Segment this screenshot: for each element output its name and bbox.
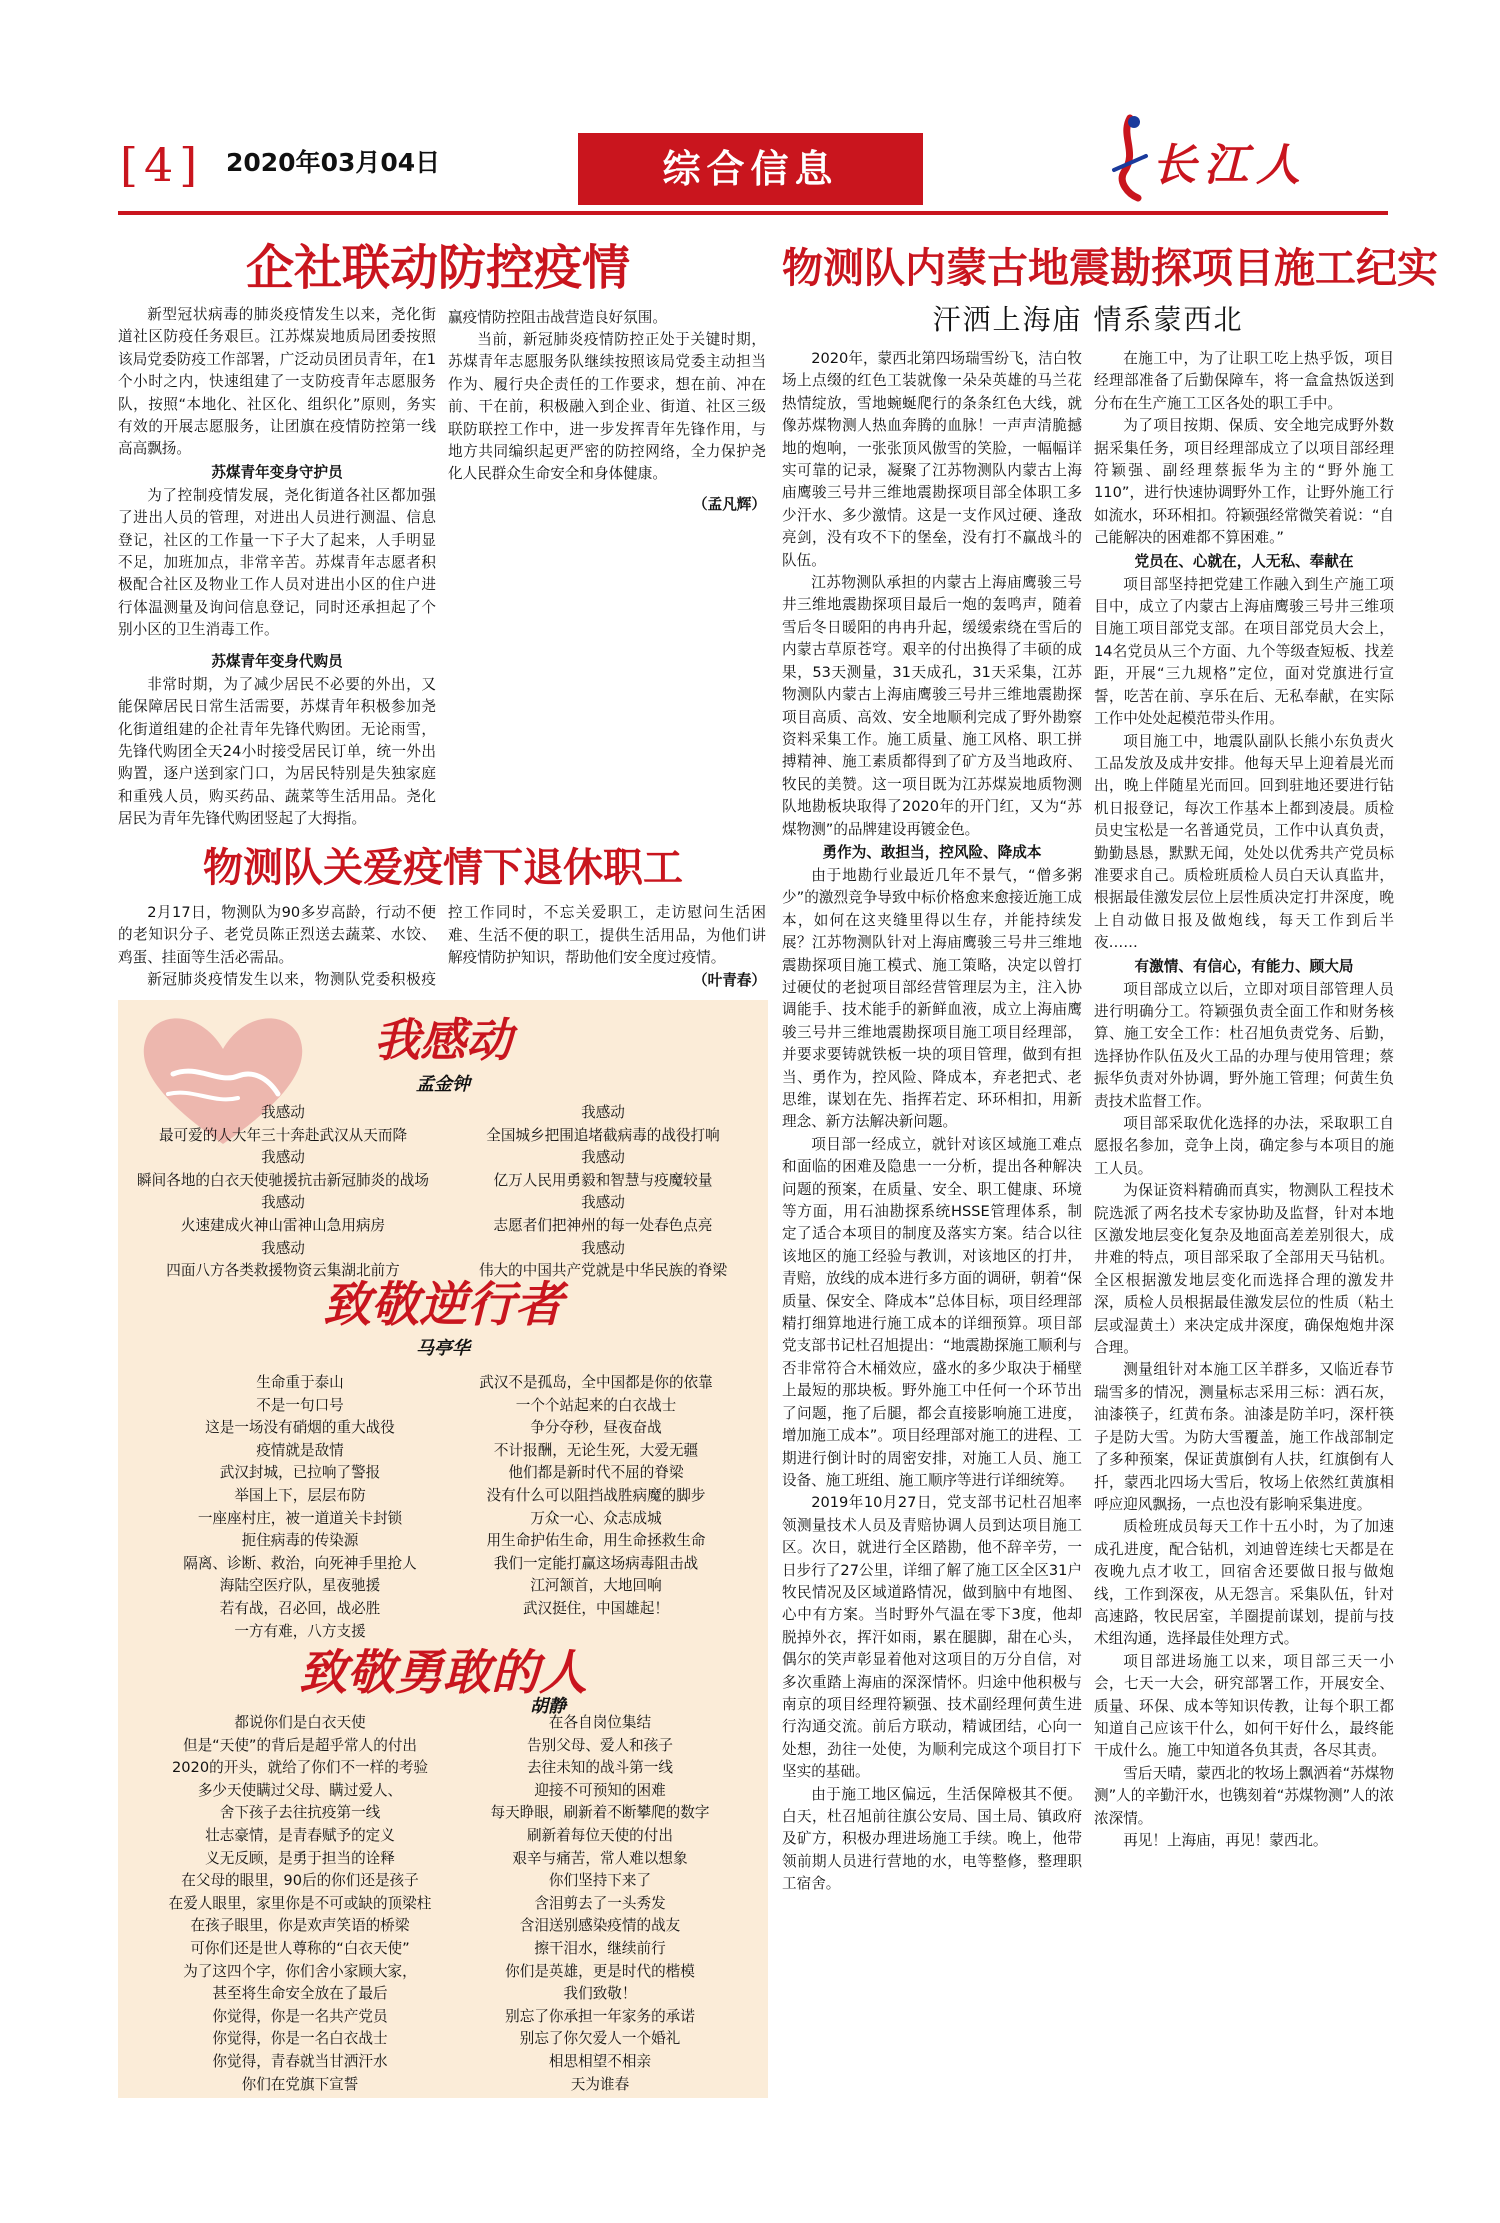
poem-line: 万众一心、众志成城 (530, 1509, 662, 1527)
poem-line: 别忘了你欠爱人一个婚礼 (519, 2030, 681, 2048)
poem-line: 四面八方各类救援物资云集湖北前方 (166, 1262, 400, 1280)
poem-line: 生命重于泰山 (256, 1374, 344, 1391)
poem-line: 一方有难，八方支援 (234, 1622, 366, 1640)
poem-line: 瞬间各地的白衣天使驰援抗击新冠肺炎的战场 (137, 1171, 429, 1189)
paragraph: 新型冠状病毒的肺炎疫情发生以来，尧化街道社区防疫任务艰巨。江苏煤炭地质局团委按照该局党委防疫工作部署，广泛动员团员青年，在1个小时之内，快速组建了一支防疫青年志愿服务队，按照“本地化、社区化、组织化”原则，务实有效的开展志愿服务，让团旗在疫情防控第一线高高飘扬。 (118, 306, 436, 458)
poem-line: 全国城乡把围追堵截病毒的战役打响 (486, 1126, 720, 1144)
article-column (118, 902, 436, 992)
page-number-value: 4 (143, 138, 174, 192)
poem-title: 致敬逆行者 (322, 1277, 563, 1333)
article-title: 物测队内蒙古地震勘探项目施工纪实 (782, 244, 1438, 292)
poem-line: 一座座村庄，被一道道关卡封锁 (197, 1509, 403, 1527)
paragraph: 由于施工地区偏远，生活保障极其不便。白天，杜召旭前往旗公安局、国土局、镇政府及矿方，积极办理进场施工手续。晚上，他带领前期人员进行营地的水，电等整修，整理职工宿舍。 (782, 1785, 1082, 1893)
poem-line: 在孩子眼里，你是欢声笑语的桥梁 (190, 1917, 410, 1935)
poem-line: 迎接不可预知的困难 (534, 1781, 666, 1799)
poem-line: 多少天使瞒过父母、瞒过爱人、 (197, 1781, 403, 1799)
poem-line: 我们一定能打赢这场病毒阻击战 (493, 1554, 699, 1572)
poem-line: 我感动 (581, 1104, 625, 1121)
poem-line: 在爱人眼里，家里你是不可或缺的顶梁柱 (168, 1894, 432, 1912)
paragraph: 质检班成员每天工作十五小时，为了加速成孔进度，配合钻机，刘迪曾连续七天都是在夜晚九点才收工，回宿舍还要做日报与做炮线，工作到深夜，从无怨言。采集队伍，针对高速路，牧民居室，羊圈提前谋划，提前与技术组沟通，选择最佳处理方式。 (1094, 1518, 1394, 1648)
poem-line: 武汉不是孤岛，全中国都是你的依靠 (479, 1374, 713, 1391)
subheading: 苏煤青年变身代购员 (211, 652, 343, 670)
poem-line: 若有战，召必回，战必胜 (219, 1599, 381, 1617)
article-column (782, 348, 1082, 2098)
poem-body (128, 1102, 758, 1283)
poem-line: 你觉得，青春就当甘洒汗水 (212, 2052, 388, 2070)
poem-line: 在父母的眼里，90后的你们还是孩子 (181, 1872, 419, 1890)
paragraph: 非常时期，为了减少居民不必要的外出，又能保障居民日常生活需要，苏煤青年积极参加尧化街道组建的企社青年先锋代购团。无论雨雪，先锋代购团全天24小时接受居民订单，统一外出购置，逐户送到家门口，为居民特别是失独家庭和重残人员，购买药品、蔬菜等生活用品。尧化居民为青年先锋代购团竖起了大拇指。 (118, 675, 436, 828)
poem-column-left (150, 1372, 450, 1643)
poem-line: 扼住病毒的传染源 (241, 1532, 359, 1550)
poem-line: 我感动 (581, 1194, 625, 1212)
poem-line: 隔离、诊断、救治，向死神手里抢人 (183, 1554, 417, 1572)
poem-line: 我感动 (581, 1239, 625, 1257)
paragraph: 为了控制疫情发展，尧化街道各社区都加强了进出人员的管理，对进出人员进行测温、信息登记，社区的工作量一下子大了起来，人手明显不足，加班加点，非常辛苦。苏煤青年志愿者积极配合社区及物业工作人员对进出小区的住户进行体温测量及询问信息登记，同时还承担起了个别小区的卫生消毒工作。 (118, 486, 436, 639)
byline: （叶青春） (693, 971, 766, 989)
poem-line: 武汉封城，已拉响了警报 (219, 1464, 381, 1482)
poem-author: 马亭华 (416, 1338, 470, 1359)
paragraph: 2019年10月27日，党支部书记杜召旭率领测量技术人员及青赔协调人员到达项目施工区。次日，就进行全区踏勘，他不辞辛劳，一日步行了27公里，详细了解了施工区全区31户牧民情况及区域道路情况，做到脑中有地图、心中有方案。当时野外气温在零下3度，他却脱掉外衣，挥汗如雨，累在腿脚，甜在心头，偶尔的笑声彰显着他对这项目的万分自信，对多次重踏上海庙的深深情怀。归途中他积极与南京的项目经理符颖强、技术副经理何黄生进行沟通交流。前后方联动，精诚团结，心向一处想，劲往一处使，为顺利完成这个项目打下坚实的基础。 (782, 1494, 1082, 1781)
poem-line: 伟大的中国共产党就是中华民族的脊梁 (478, 1262, 728, 1280)
poem-line: 疫情就是敌情 (256, 1441, 344, 1459)
poem-line: 这是一场没有硝烟的重大战役 (205, 1419, 395, 1437)
poem-line: 亿万人民用勇毅和智慧与疫魔较量 (493, 1171, 713, 1189)
poem-title: 我感动 (374, 1013, 512, 1067)
poem-line: 你觉得，你是一名共产党员 (212, 2007, 388, 2025)
poem-line: 刷新着每位天使的付出 (527, 1826, 673, 1844)
poem-column-right (450, 1712, 750, 2096)
poem-line: 你们在党旗下宣誓 (241, 2075, 359, 2093)
poem-line: 你们坚持下来了 (548, 1872, 652, 1890)
subheading: 苏煤青年变身守护员 (211, 463, 343, 481)
poem-line: 含泪剪去了一头秀发 (534, 1894, 666, 1912)
poem-line: 用生命护佑生命，用生命拯救生命 (486, 1532, 706, 1550)
paragraph: 当前，新冠肺炎疫情防控正处于关键时期，苏煤青年志愿服务队继续按照该局党委主动担当作为、履行央企责任的工作要求，想在前、冲在前、干在前，积极融入到企业、街道、社区三级联防联控工作中，进一步发挥青年先锋作用，与地方共同编织起更严密的防控网络，全力保护尧化人民群众生命安全和身体健康。 (448, 330, 766, 483)
paragraph: 项目部坚持把党建工作融入到生产施工项目中，成立了内蒙古上海庙鹰骏三号井三维项目施工项目部党支部。在项目部党员大会上，14名党员从三个方面、九个等级查短板、找差距，开展“三九规格”定位，面对党旗进行宣誓，吃苦在前、享乐在后、无私奉献，在实际工作中处处起模范带头作用。 (1094, 575, 1394, 728)
poem-line: 每天睁眼，刷新着不断攀爬的数字 (490, 1804, 710, 1822)
page-number: [ 4 ] (120, 138, 198, 192)
poem-line: 争分夺秒，昼夜奋战 (530, 1419, 662, 1437)
poem-line: 甚至将生命安全放在了最后 (212, 1985, 388, 2003)
poem-line: 武汉挺住，中国雄起！ (523, 1599, 669, 1617)
poem-title: 致敬勇敢的人 (298, 1645, 587, 1701)
poem-line: 我感动 (261, 1239, 305, 1257)
paragraph: 测量组针对本施工区羊群多，又临近春节瑞雪多的情况，测量标志采用三标：洒石灰，油漆筷子，红黄布条。油漆是防羊叼，深杆筷子是防大雪。为防大雪覆盖，施工作战部制定了多种预案，保证黄旗倒有人扶，红旗倒有人扦，蒙西北四场大雪后，牧场上依然红黄旗相呼应迎风飘扬，一点也没有影响采集进度。 (1094, 1361, 1394, 1513)
poem-line: 都说你们是白衣天使 (234, 1714, 366, 1731)
paragraph: 项目部进场施工以来，项目部三天一小会，七天一大会，研究部署工作，开展安全、质量、环保、成本等知识传教，让每个职工都知道自己应该干什么，如何干好什么，最终能干成什么。施工中知道各负其责，各尽其责。 (1094, 1652, 1394, 1760)
poem-line: 天为谁春 (570, 2075, 630, 2093)
poem-line: 我感动 (581, 1149, 625, 1167)
poem-line: 没有什么可以阻挡战胜病魔的脚步 (486, 1486, 706, 1504)
brand-name: 长江人 (1152, 140, 1308, 191)
poem-line: 艰辛与痛苦，常人难以想象 (512, 1849, 688, 1867)
poem-line: 告别父母、爱人和孩子 (527, 1736, 673, 1754)
article-subtitle: 汗洒上海庙 情系蒙西北 (932, 303, 1244, 336)
poem-line: 江河颔首，大地回响 (530, 1577, 662, 1595)
article-column (118, 304, 436, 834)
paragraph: 项目部成立以后，立即对项目部管理人员进行明确分工。符颖强负责全面工作和财务核算、施工安全工作：杜召旭负责党务、后勤，选择协作队伍及火工品的办理与使用管理；蔡振华负责对外协调，野外施工管理；何黄生负责技术监督工作。 (1094, 980, 1394, 1110)
poem-line: 舍下孩子去往抗疫第一线 (219, 1804, 381, 1822)
poem-line: 去往未知的战斗第一线 (527, 1759, 673, 1777)
poem-line: 我感动 (261, 1104, 305, 1121)
byline: （孟凡辉） (693, 495, 766, 513)
paragraph: 2020年，蒙西北第四场瑞雪纷飞，洁白牧场上点缀的红色工装就像一朵朵英雄的马兰花热情绽放，雪地蜿蜒爬行的条条红色大线，就像苏煤物测人热血奔腾的血脉！一声声清脆撼地的炮响，一张张顶风傲雪的笑脸，一幅幅详实可靠的记录，凝聚了江苏物测队内蒙古上海庙鹰骏三号井三维地震勘探项目部全体职工多少汗水、多少激情。这是一支作风过硬、逢敌亮剑，没有攻不下的堡垒，没有打不赢战斗的队伍。 (782, 350, 1082, 569)
subheading: 有激情、有信心，有能力、顾大局 (1134, 957, 1354, 975)
paragraph: 项目部采取优化选择的办法，采取职工自愿报名参加，竞争上岗，确定参与本项目的施工人员。 (1094, 1115, 1394, 1177)
poem-line: 举国上下，层层布防 (234, 1486, 366, 1504)
paragraph: 雪后天晴，蒙西北的牧场上飘洒着“苏煤物测”人的辛勤汗水，也镌刻着“苏煤物测”人的浓浓深情。 (1094, 1764, 1394, 1827)
poem-line: 2020的开头，就给了你们不一样的考验 (171, 1759, 429, 1777)
poem-line: 我们致敬！ (563, 1985, 637, 2003)
poem-line: 义无反顾，是勇于担当的诠释 (205, 1849, 395, 1867)
article-column (448, 902, 766, 994)
poem-line: 你们是英雄，更是时代的楷模 (505, 1962, 695, 1980)
article-title: 企社联动防控疫情 (245, 240, 630, 296)
poem-column-right (446, 1372, 746, 1621)
poem-line: 我感动 (261, 1149, 305, 1167)
paragraph: 赢疫情防控阻击战营造良好氛围。 (448, 308, 667, 326)
poem-line: 你觉得，你是一名白衣战士 (212, 2030, 388, 2048)
poem-line: 不是一句口号 (256, 1396, 344, 1414)
paragraph: 2月17日，物测队为90多岁高龄，行动不便的老知识分子、老党员陈正烈送去蔬菜、水饺、鸡蛋、挂面等生活必需品。 (118, 904, 436, 966)
poem-author: 胡静 (530, 1696, 566, 1717)
section-title: 综合信息 (662, 147, 839, 191)
poem-line: 但是“天使”的背后是超乎常人的付出 (182, 1736, 418, 1754)
poem-line: 别忘了你承担一年家务的承诺 (505, 2007, 695, 2025)
paragraph: 项目施工中，地震队副队长熊小东负责火工品发放及成井安排。他每天早上迎着晨光而出，晚上伴随星光而回。回到驻地还要进行钻机日报登记，每次工作基本上都到凌晨。质检员史宝松是一名普通党员，工作中认真负责，勤勤恳恳，默默无闻，处处以优秀共产党员标准要求自己。质检班质检人员白天认真监井，根据最佳激发层位上层性质决定打井深度，晚上自动做日报及做炮线，每天工作到后半夜…… (1094, 732, 1394, 952)
paragraph: 江苏物测队承担的内蒙古上海庙鹰骏三号井三维地震勘探项目最后一炮的轰鸣声，随着雪后冬日暖阳的冉冉升起，缓缓索绕在雪后的内蒙古草原苍穹。艰辛的付出换得了丰硕的成果，53天测量，31天成孔，31天采集，江苏物测队内蒙古上海庙鹰骏三号井三维地震勘探项目高质、高效、安全地顺利完成了野外勘察资料采集工作。施工质量、施工风格、职工拼搏精神、施工素质都得到了矿方及当地政府、牧民的美赞。这一项目既为江苏煤炭地质物测队地勘板块取得了2020年的开门红，又为“苏煤物测”的品牌建设再镀金色。 (782, 574, 1082, 838)
poem-line: 志愿者们把神州的每一处春色点亮 (493, 1216, 713, 1234)
paragraph: 新冠肺炎疫情发生以来，物测队党委积极疫 (147, 971, 436, 989)
paragraph: 在施工中，为了让职工吃上热乎饭，项目经理部准备了后勤保障车，将一盒盒热饭送到分布在生产施工工区各处的职工手中。 (1094, 350, 1394, 412)
poem-line: 相思相望不相亲 (548, 2052, 652, 2070)
poem-author: 孟金钟 (416, 1074, 470, 1095)
poem-line: 一个个站起来的白衣战士 (515, 1396, 677, 1414)
subheading: 党员在、心就在，人无私、奉献在 (1134, 552, 1354, 570)
poem-column-left (130, 1712, 470, 2096)
poem-line: 在各自岗位集结 (548, 1714, 652, 1731)
paragraph: 再见！上海庙，再见！蒙西北。 (1123, 1832, 1328, 1849)
poem-line: 可你们还是世人尊称的“白衣天使” (190, 1939, 410, 1957)
header-rule (118, 211, 1388, 215)
paragraph: 由于地勘行业最近几年不景气，“僧多粥少”的激烈竞争导致中标价格愈来愈接近施工成本，如何在这夹缝里得以生存，并能持续发展？江苏物测队针对上海庙鹰骏三号井三维地震勘探项目施工模式、施工策略，决定以曾打过硬仗的老挝项目部经营管理层为主，注入协调能手、技术能手的新鲜血液，成立上海庙鹰骏三号井三维地震勘探项目施工项目经理部，并要求要铸就铁板一块的项目管理，做到有担当、勇作为，控风险、降成本，弃老把式、老思维，谋划在先、指挥若定、环环相扣，用新理念、新方法解决新问题。 (782, 866, 1082, 1131)
poem-line: 我感动 (261, 1194, 305, 1212)
poem-line: 含泪送别感染疫情的战友 (519, 1917, 681, 1935)
paragraph: 为了项目按期、保质、安全地完成野外数据采集任务，项目经理部成立了以项目部经理符颖强、副经理蔡振华为主的“野外施工110”，进行快速协调野外工作，让野外施工行如流水，环环相扣。符颖强经常微笑着说：“自己能解决的困难都不算困难。” (1094, 417, 1394, 547)
poem-line: 壮志豪情，是青春赋予的定义 (205, 1826, 395, 1844)
paragraph: 为保证资料精确而真实，物测队工程技术院选派了两名技术专家协助及监督，针对本地区激发地层变化复杂及地面高差差别很大，成井难的特点，项目部采取了全部用天马钻机。全区根据激发地层变化而选择合理的激发井深，质检人员根据最佳激发层位的性质（粘土层或湿黄土）来决定成井深度，确保炮炮井深合理。 (1094, 1182, 1394, 1357)
poem-line: 海陆空医疗队，星夜驰援 (219, 1577, 381, 1595)
poem-line: 他们都是新时代不屈的脊梁 (508, 1464, 684, 1482)
poem-line: 最可爱的人大年三十奔赴武汉从天而降 (158, 1126, 408, 1144)
article-column (448, 304, 766, 844)
paragraph: 控工作同时，不忘关爱职工，走访慰问生活困难、生活不便的职工，提供生活用品，为他们讲解疫情防护知识，帮助他们安全度过疫情。 (448, 904, 766, 967)
article-title: 物测队关爱疫情下退休职工 (203, 845, 683, 891)
poem-line: 不计报酬，无论生死，大爱无疆 (493, 1441, 699, 1459)
article-column (1094, 348, 1394, 2098)
poem-line: 火速建成火神山雷神山急用病房 (180, 1216, 386, 1234)
brand-logo-icon (1108, 112, 1150, 202)
issue-date: 2020年03月04日 (226, 148, 441, 177)
poem-line: 为了这四个字，你们舍小家顾大家， (183, 1962, 417, 1980)
paragraph: 项目部一经成立，就针对该区域施工难点和面临的困难及隐患一一分析，提出各种解决问题的预案，在质量、安全、职工健康、环境等方面，用石油勘探系统HSSE管理体系，制定了适合本项目的制度及落实方案。结合以往该地区的施工经验与教训，对该地区的打井，青赔，放线的成本进行多方面的调研，朝着“保质量、保安全、降成本”总体目标，项目经理部精打细算地进行施工成本的详细预算。项目部党支部书记杜召旭提出：“地震勘探施工顺利与否非常符合木桶效应，盛水的多少取决于桶壁上最短的那块板。野外施工中任何一个环节出了问题，拖了后腿，都会直接影响施工进度，增加施工成本”。项目经理部对施工的进程、工期进行倒计时的周密安排，对施工人员、施工设备、施工班组、施工顺序等进行详细统筹。 (782, 1135, 1082, 1489)
poem-line: 擦干泪水，继续前行 (534, 1939, 666, 1957)
subheading: 勇作为、敢担当，控风险、降成本 (822, 843, 1042, 861)
